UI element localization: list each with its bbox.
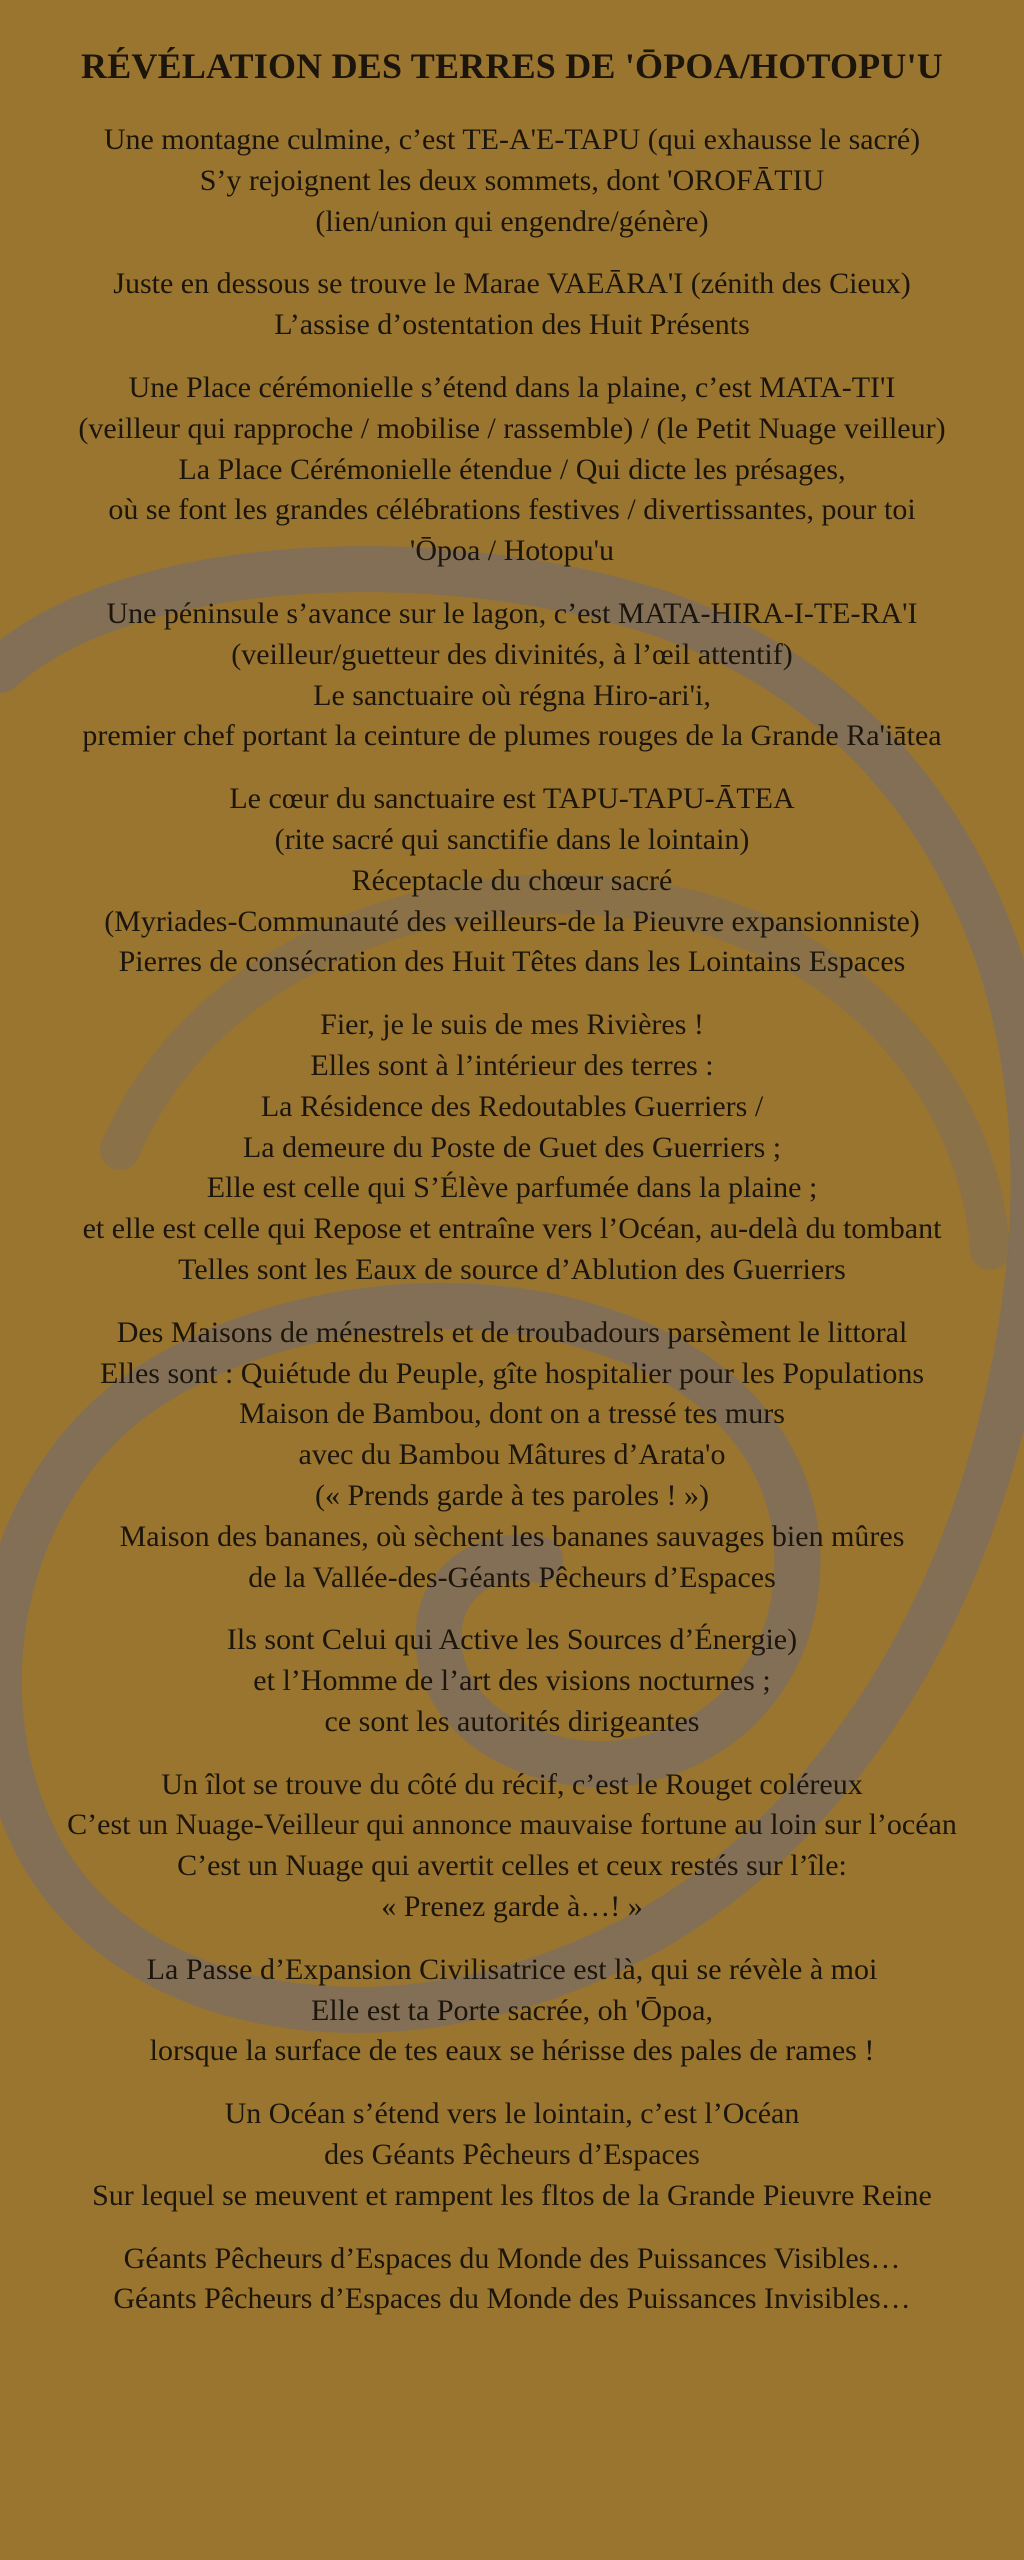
stanza-7 — [0, 1313, 1024, 1599]
verse-line: Réceptacle du chœur sacré — [351, 863, 673, 897]
verse-line: ce sont les autorités dirigeantes — [324, 1704, 700, 1738]
verse-line: Fier, je le suis de mes Rivières ! — [320, 1008, 704, 1042]
verse-line: Un Océan s’étend vers le lointain, c’est l’Océan — [224, 2097, 800, 2131]
verse-line: C’est un Nuage qui avertit celles et ceux restés sur l’île: — [177, 1849, 847, 1883]
stanza-5 — [0, 779, 1024, 983]
verse-line: Elle est celle qui S’Élève parfumée dans la plaine ; — [206, 1171, 818, 1205]
verse-line: où se font les grandes célébrations festives / divertissantes, pour toi — [108, 493, 916, 527]
stanza-4 — [0, 594, 1024, 757]
verse-line: C’est un Nuage-Veilleur qui annonce mauvaise fortune au loin sur l’océan — [67, 1808, 957, 1842]
verse-line: Géants Pêcheurs d’Espaces du Monde des Puissances Visibles… — [123, 2241, 901, 2275]
stanza-8 — [0, 1620, 1024, 1742]
verse-line: Telles sont les Eaux de source d’Ablution des Guerriers — [178, 1252, 846, 1286]
verse-line: Maison des bananes, où sèchent les bananes sauvages bien mûres — [119, 1519, 905, 1553]
verse-line: Sur lequel se meuvent et rampent les fltos de la Grande Pieuvre Reine — [92, 2178, 932, 2212]
page-title: RÉVÉLATION DES TERRES DE 'ŌPOA/HOTOPU'U — [81, 46, 943, 86]
stanza-9 — [0, 1765, 1024, 1928]
verse-line: (Myriades-Communauté des veilleurs-de la Pieuvre expansionniste) — [104, 904, 920, 938]
verse-line: (lien/union qui engendre/génère) — [315, 204, 709, 238]
verse-line: Elles sont : Quiétude du Peuple, gîte hospitalier pour les Populations — [99, 1356, 925, 1390]
verse-line: Une montagne culmine, c’est TE-A'E-TAPU (qui exhausse le sacré) — [103, 123, 921, 156]
verse-line: et l’Homme de l’art des visions nocturnes ; — [253, 1664, 771, 1698]
verse-line: La Résidence des Redoutables Guerriers / — [260, 1089, 764, 1123]
verse-line: « Prenez garde à…! » — [381, 1890, 643, 1924]
stanza-11 — [0, 2094, 1024, 2216]
verse-line: Le cœur du sanctuaire est TAPU-TAPU-ĀTEA — [229, 782, 795, 816]
verse-line: Une péninsule s’avance sur le lagon, c’est MATA-HIRA-I-TE-RA'I — [106, 596, 918, 630]
verse-line: Géants Pêcheurs d’Espaces du Monde des Puissances Invisibles… — [113, 2282, 911, 2316]
verse-line: La Passe d’Expansion Civilisatrice est là, qui se révèle à moi — [146, 1952, 878, 1986]
stanza-3 — [0, 368, 1024, 572]
verse-line: Une Place cérémonielle s’étend dans la plaine, c’est MATA-TI'I — [128, 370, 896, 404]
verse-line: avec du Bambou Mâtures d’Arata'o — [298, 1438, 726, 1472]
stanza-1 — [0, 120, 1024, 242]
stanza-6 — [0, 1005, 1024, 1291]
verse-line: Juste en dessous se trouve le Marae VAEĀRA'I (zénith des Cieux) — [113, 267, 911, 301]
verse-line: S’y rejoignent les deux sommets, dont 'OROFĀTIU — [199, 163, 825, 197]
verse-line: Un îlot se trouve du côté du récif, c’est le Rouget coléreux — [161, 1767, 863, 1801]
verse-line: La demeure du Poste de Guet des Guerriers ; — [242, 1130, 782, 1164]
verse-line: (« Prends garde à tes paroles ! ») — [314, 1478, 710, 1512]
verse-line: des Géants Pêcheurs d’Espaces — [324, 2138, 700, 2172]
stanza-2 — [0, 264, 1024, 346]
verse-line: de la Vallée-des-Géants Pêcheurs d’Espaces — [248, 1560, 776, 1594]
verse-line: premier chef portant la ceinture de plumes rouges de la Grande Ra'iātea — [82, 719, 942, 753]
verse-line: (rite sacré qui sanctifie dans le lointain) — [274, 822, 750, 856]
verse-line: Le sanctuaire où régna Hiro-ari'i, — [313, 678, 711, 712]
verse-line: Elle est ta Porte sacrée, oh 'Ōpoa, — [311, 1993, 713, 2027]
verse-line: (veilleur/guetteur des divinités, à l’œil attentif) — [231, 637, 793, 671]
verse-line: (veilleur qui rapproche / mobilise / rassemble) / (le Petit Nuage veilleur) — [78, 411, 946, 445]
verse-line: La Place Cérémonielle étendue / Qui dicte les présages, — [178, 452, 846, 486]
verse-line: Pierres de consécration des Huit Têtes dans les Lointains Espaces — [118, 945, 906, 979]
verse-line: L’assise d’ostentation des Huit Présents — [274, 308, 750, 342]
stanza-10 — [0, 1950, 1024, 2072]
verse-line: Elles sont à l’intérieur des terres : — [310, 1048, 714, 1082]
verse-line: Maison de Bambou, dont on a tressé tes murs — [239, 1397, 785, 1431]
verse-line: et elle est celle qui Repose et entraîne vers l’Océan, au-delà du tombant — [82, 1212, 942, 1246]
verse-line: Ils sont Celui qui Active les Sources d’Énergie) — [226, 1623, 798, 1657]
verse-line: Des Maisons de ménestrels et de troubadours parsèment le littoral — [116, 1315, 908, 1349]
verse-line: lorsque la surface de tes eaux se hérisse des pales de rames ! — [149, 2034, 875, 2068]
verse-line: 'Ōpoa / Hotopu'u — [409, 534, 615, 568]
stanza-12 — [0, 2239, 1024, 2321]
